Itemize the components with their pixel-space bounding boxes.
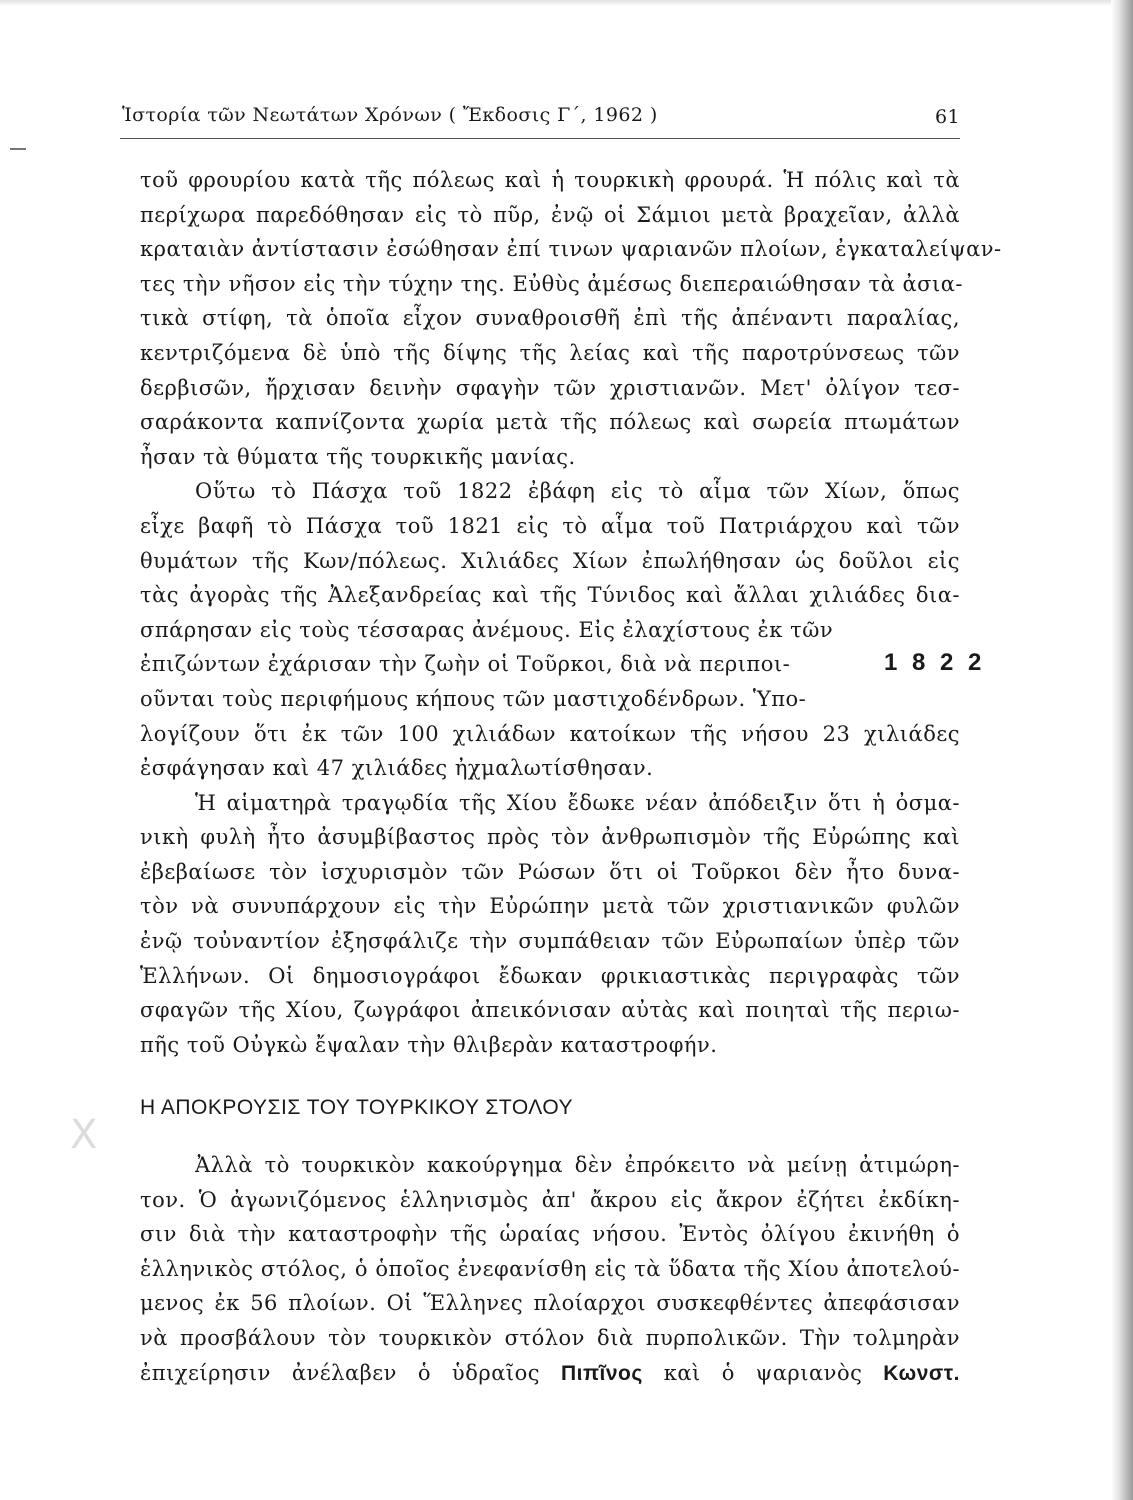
text-line: τὰς ἀγορὰς τῆς Ἀλεξανδρείας καὶ τῆς Τύνιδος καὶ ἄλλαι χιλιάδες δια-: [140, 583, 960, 608]
text-line-last: [140, 1356, 960, 1391]
section-heading: Η ΑΠΟΚΡΟΥΣΙΣ ΤΟΥ ΤΟΥΡΚΙΚΟΥ ΣΤΟΛΟΥ: [140, 1096, 574, 1119]
text-line: δερβισῶν, ἤρχισαν δεινὴν σφαγὴν τῶν χριστιανῶν. Μετ' ὀλίγον τεσ-: [140, 375, 960, 400]
text-line: θυμάτων τῆς Κων/πόλεως. Χιλιάδες Χίων ἐπωλήθησαν ὡς δοῦλοι εἰς: [140, 548, 960, 573]
name-konst: Κωνστ.: [883, 1361, 960, 1385]
text-line: λογίζουν ὅτι ἐκ τῶν 100 χιλιάδων κατοίκων τῆς νήσου 23 χιλιάδες: [140, 721, 960, 746]
page-number: 61: [935, 106, 960, 128]
text-line: σιν διὰ τὴν καταστροφὴν τῆς ὡραίας νήσου. Ἐντὸς ὀλίγου ἐκινήθη ὁ: [140, 1222, 960, 1247]
header-rule: [120, 138, 960, 139]
text-line: ἐσφάγησαν καὶ 47 χιλιάδες ἠχμαλωτίσθησαν.: [140, 756, 654, 781]
page-top-shadow: [0, 0, 1133, 6]
text-line: Ἀλλὰ τὸ τουρκικὸν κακούργημα δὲν ἐπρόκειτο νὰ μείνῃ ἀτιμώρη-: [195, 1153, 960, 1177]
text-line: ἐνῷ τοὐναντίον ἐξησφάλιζε τὴν συμπάθειαν τῶν Εὐρωπαίων ὑπὲρ τῶν: [140, 929, 960, 954]
text-line: οῦνται τοὺς περιφήμους κήπους τῶν μαστιχοδένδρων. Ὑπο-: [140, 686, 807, 711]
text-line: περίχωρα παρεδόθησαν εἰς τὸ πῦρ, ἐνῷ οἱ Σάμιοι μετὰ βραχεῖαν, ἀλλὰ: [140, 202, 960, 227]
text-line: σαράκοντα καπνίζοντα χωρία μετὰ τῆς πόλεως καὶ σωρεία πτωμάτων: [140, 410, 960, 435]
text-line: τες τὴν νῆσον εἰς τὴν τύχην της. Εὐθὺς ἀμέσως διεπεραιώθησαν τὰ ἀσια-: [140, 271, 964, 296]
last-line-part2: καὶ ὁ ψαριανὸς: [663, 1360, 863, 1385]
text-line: ἐβεβαίωσε τὸν ἰσχυρισμὸν τῶν Ρώσων ὅτι οἱ Τοῦρκοι δὲν ἦτο δυνα-: [140, 859, 960, 884]
page-edge-shadow: [1111, 0, 1133, 1500]
text-line: εἶχε βαφῆ τὸ Πάσχα τοῦ 1821 εἰς τὸ αἷμα τοῦ Πατριάρχου καὶ τῶν: [140, 513, 960, 538]
text-line: τοῦ φρουρίου κατὰ τῆς πόλεως καὶ ἡ τουρκικὴ φρουρά. Ἡ πόλις καὶ τὰ: [140, 168, 960, 192]
text-line: κραταιὰν ἀντίστασιν ἐσώθησαν ἐπί τινων ψαριανῶν πλοίων, ἐγκαταλείψαν-: [140, 237, 1002, 262]
last-line-part1: ἐπιχείρησιν ἀνέλαβεν ὁ ὑδραῖος: [140, 1360, 541, 1385]
text-line: νικὴ φυλὴ ἦτο ἀσυμβίβαστος πρὸς τὸν ἀνθρωπισμὸν τῆς Εὐρώπης καὶ: [140, 825, 960, 850]
text-line: πῆς τοῦ Οὐγκὼ ἔψαλαν τὴν θλιβερὰν καταστροφήν.: [140, 1032, 718, 1057]
margin-year: 1 8 2 2: [884, 649, 986, 676]
header-title: Ἱστορία τῶν Νεωτάτων Χρόνων ( Ἔκδοσις Γ΄, 1962 ): [122, 104, 658, 126]
text-line: τὸν νὰ συνυπάρχουν εἰς τὴν Εὐρώπην μετὰ τῶν χριστιανικῶν φυλῶν: [140, 894, 960, 919]
text-line: σφαγῶν τῆς Χίου, ζωγράφοι ἀπεικόνισαν αὐτὰς καὶ ποιηταὶ τῆς περιω-: [140, 998, 960, 1023]
text-line: νὰ προσβάλουν τὸν τουρκικὸν στόλον διὰ πυρπολικῶν. Τὴν τολμηρὰν: [140, 1325, 960, 1350]
text-line: μενος ἐκ 56 πλοίων. Οἱ Ἕλληνες πλοίαρχοι συσκεφθέντες ἀπεφάσισαν: [140, 1291, 960, 1316]
text-line: τικὰ στίφη, τὰ ὁποῖα εἶχον συναθροισθῆ ἐπὶ τῆς ἀπέναντι παραλίας,: [140, 306, 960, 331]
faint-margin-mark: X: [70, 1112, 98, 1158]
body-text-bottom: [140, 1148, 960, 1390]
text-line: Ἑλλήνων. Οἱ δημοσιογράφοι ἔδωκαν φρικιαστικὰς περιγραφὰς τῶν: [140, 963, 960, 988]
running-header: [122, 100, 960, 134]
text-line: τον. Ὁ ἀγωνιζόμενος ἑλληνισμὸς ἀπ' ἄκρου εἰς ἄκρον ἐζήτει ἐκδίκη-: [140, 1187, 960, 1212]
text-line: σπάρησαν εἰς τοὺς τέσσαρας ἀνέμους. Εἰς ἐλαχίστους ἐκ τῶν: [140, 617, 834, 642]
text-line: Ἡ αἱματηρὰ τραγῳδία τῆς Χίου ἔδωκε νέαν ἀπόδειξιν ὅτι ἡ ὀσμα-: [195, 790, 960, 815]
text-line: ἦσαν τὰ θύματα τῆς τουρκικῆς μανίας.: [140, 444, 576, 469]
text-line: ἐπιζώντων ἐχάρισαν τὴν ζωὴν οἱ Τοῦρκοι, διὰ νὰ περιποι-: [140, 652, 791, 677]
text-line: κεντριζόμενα δὲ ὑπὸ τῆς δίψης τῆς λείας καὶ τῆς παροτρύνσεως τῶν: [140, 340, 960, 365]
margin-mark: [10, 148, 26, 150]
name-pipinos: Πιπῖνος: [560, 1361, 643, 1385]
body-text-top: [140, 163, 1002, 1062]
text-line: Οὕτω τὸ Πάσχα τοῦ 1822 ἐβάφη εἰς τὸ αἷμα τῶν Χίων, ὅπως: [195, 479, 960, 504]
text-line: ἑλληνικὸς στόλος, ὁ ὁποῖος ἐνεφανίσθη εἰς τὰ ὕδατα τῆς Χίου ἀποτελού-: [140, 1256, 960, 1281]
